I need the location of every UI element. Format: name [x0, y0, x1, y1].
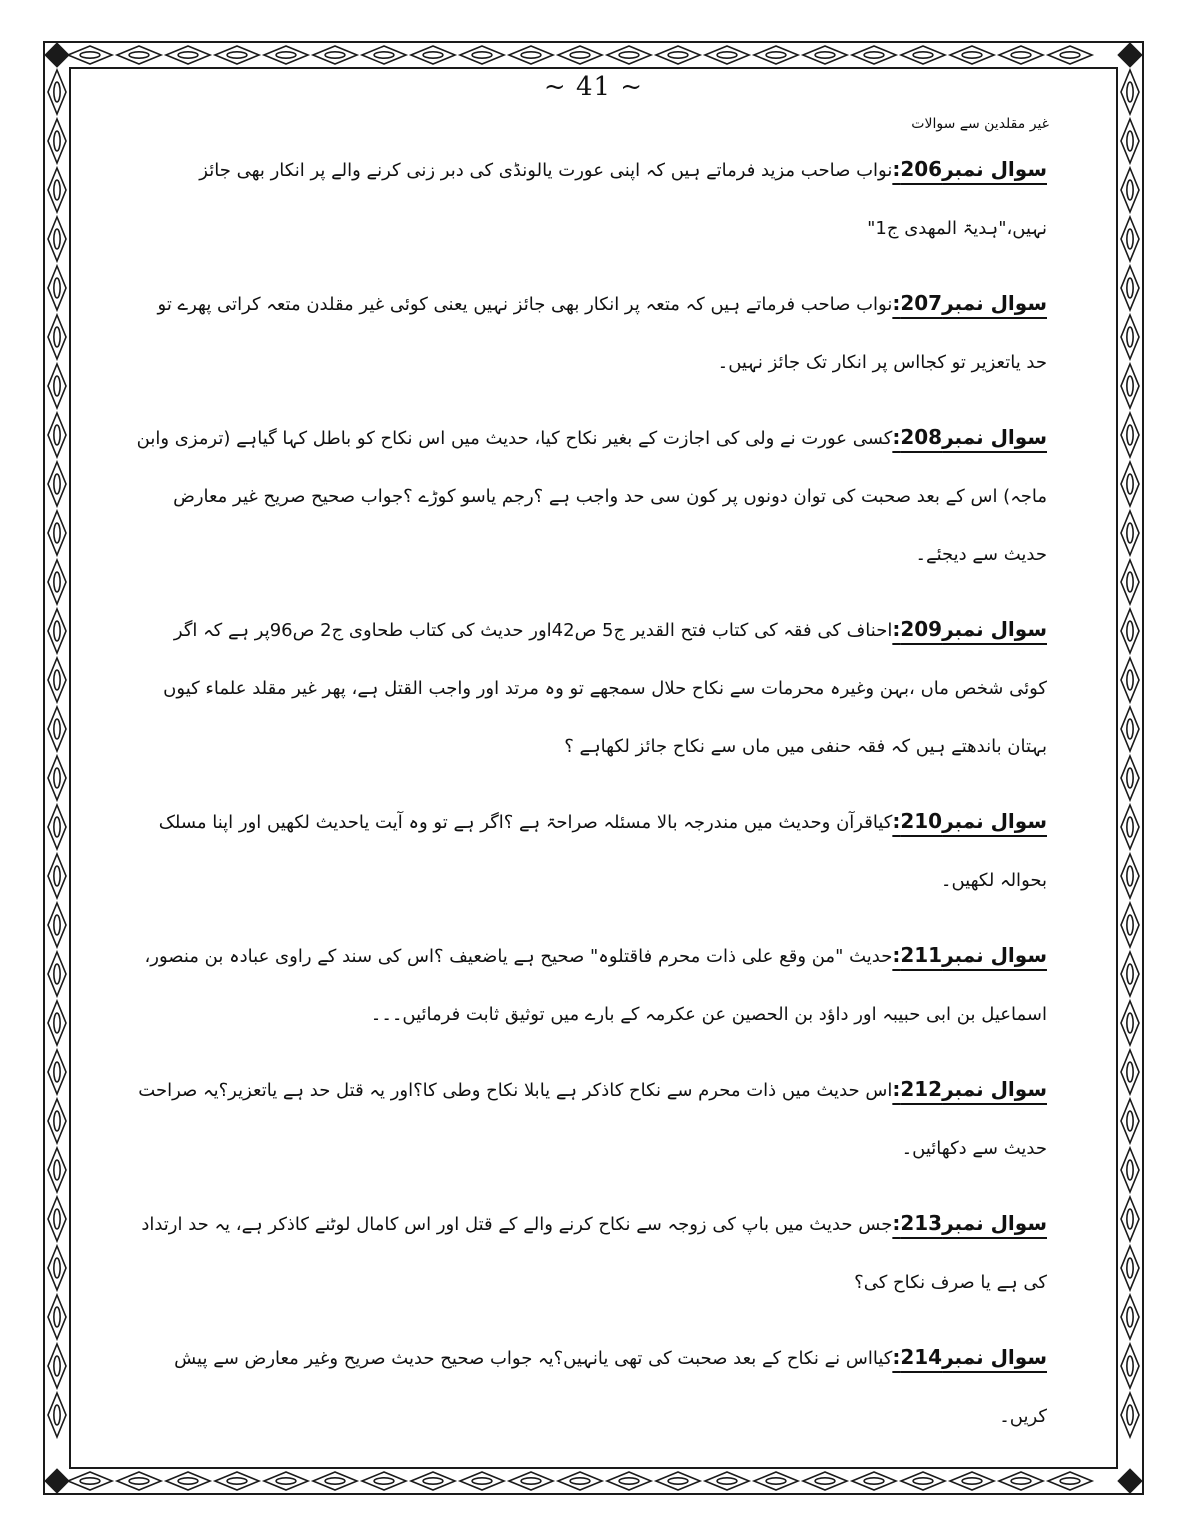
border-link-ornament: [1121, 315, 1139, 359]
corner-ornament-bottom-left: [44, 1468, 69, 1493]
border-link-ornament: [117, 1472, 161, 1490]
border-link-ornament: [48, 658, 66, 702]
border-eye-ornament: [54, 327, 60, 347]
border-eye-ornament: [129, 52, 149, 58]
border-eye-ornament: [1127, 670, 1133, 690]
border-eye-ornament: [1127, 1307, 1133, 1327]
border-link-ornament: [48, 1393, 66, 1437]
border-eye-ornament: [1127, 1209, 1133, 1229]
border-link-ornament: [313, 46, 357, 64]
border-eye-ornament: [54, 278, 60, 298]
corner-ornament-top-left: [44, 42, 69, 67]
question-text: کیااس نے نکاح کے بعد صحبت کی تھی یانہیں؟یہ جواب صحیح حدیث صریح وغیر معارض سے پیش کریں۔: [174, 1348, 1047, 1427]
border-eye-ornament: [1127, 1160, 1133, 1180]
border-link-ornament: [803, 1472, 847, 1490]
question-211: [135, 926, 1047, 1044]
border-eye-ornament: [178, 1478, 198, 1484]
border-link-ornament: [68, 1472, 112, 1490]
border-eye-ornament: [1127, 474, 1133, 494]
corner-ornament-bottom-right: [1117, 1468, 1142, 1493]
border-link-ornament: [313, 1472, 357, 1490]
border-eye-ornament: [54, 866, 60, 886]
border-link-ornament: [48, 707, 66, 751]
border-link-ornament: [754, 46, 798, 64]
border-link-ornament: [460, 1472, 504, 1490]
border-eye-ornament: [423, 52, 443, 58]
border-link-ornament: [1121, 903, 1139, 947]
question-text: جس حدیث میں باپ کی زوجہ سے نکاح کرنے والے کے قتل اور اس کامال لوٹنے کاذکر ہے، یہ حد ارتداد کی ہے یا صرف نکاح کی؟: [141, 1214, 1047, 1293]
border-eye-ornament: [1060, 52, 1080, 58]
border-link-ornament: [48, 1099, 66, 1143]
border-link-ornament: [558, 46, 602, 64]
border-eye-ornament: [570, 1478, 590, 1484]
question-label: سوال نمبر207:: [892, 291, 1047, 315]
border-link-ornament: [48, 511, 66, 555]
border-link-ornament: [1121, 1344, 1139, 1388]
border-eye-ornament: [178, 52, 198, 58]
border-link-ornament: [48, 952, 66, 996]
border-link-ornament: [999, 46, 1043, 64]
question-text: احناف کی فقہ کی کتاب فتح القدیر ج5 ص42اور حدیث کی کتاب طحاوی ج2 ص96پر ہے کہ اگر کوئی شخص ماں ،بہن وغیرہ محرمات سے نکاح حلال سمجھے تو وہ مرتد اور واجب القتل ہے، پھر غیر مقلد علماء کیوں بہتان باندھتے ہیں کہ فقہ حنفی میں ماں سے نکاح جائز لکھاہے ؟: [163, 620, 1047, 757]
border-eye-ornament: [276, 52, 296, 58]
question-text: اس حدیث میں ذات محرم سے نکاح کاذکر ہے یابلا نکاح وطی کا؟اور یہ قتل حد ہے یاتعزیر؟یہ صراحت حدیث سے دکھائیں۔: [138, 1080, 1047, 1159]
border-eye-ornament: [54, 621, 60, 641]
border-link-ornament: [48, 903, 66, 947]
border-link-ornament: [48, 413, 66, 457]
border-link-ornament: [48, 1197, 66, 1241]
question-207: [135, 274, 1047, 392]
border-link-ornament: [1121, 413, 1139, 457]
border-eye-ornament: [1127, 964, 1133, 984]
border-link-ornament: [705, 1472, 749, 1490]
border-eye-ornament: [1127, 376, 1133, 396]
border-eye-ornament: [54, 180, 60, 200]
question-214: [135, 1328, 1047, 1446]
question-text: حدیث "من وقع علی ذات محرم فاقتلوہ" صحیح ہے یاضعیف ؟اس کی سند کے راوی عبادہ بن منصور، اسماعیل بن ابی حبیبہ اور داؤد بن الحصین عن عکرمہ کے بارے میں توثیق ثابت فرمائیں۔۔۔: [144, 946, 1047, 1025]
border-eye-ornament: [815, 52, 835, 58]
question-text: کیاقرآن وحدیث میں مندرجہ بالا مسئلہ صراحۃ ہے ؟اگر ہے تو وہ آیت یاحدیث لکھیں اور اپنا مسلک بحوالہ لکھیں۔: [158, 812, 1047, 891]
border-eye-ornament: [374, 1478, 394, 1484]
border-eye-ornament: [913, 52, 933, 58]
border-link-ornament: [166, 46, 210, 64]
border-eye-ornament: [668, 52, 688, 58]
border-eye-ornament: [54, 1111, 60, 1131]
border-link-ornament: [1121, 1099, 1139, 1143]
border-link-ornament: [754, 1472, 798, 1490]
border-eye-ornament: [1127, 1111, 1133, 1131]
question-label: سوال نمبر206:: [892, 157, 1047, 181]
border-eye-ornament: [80, 52, 100, 58]
border-eye-ornament: [1127, 229, 1133, 249]
border-link-ornament: [852, 1472, 896, 1490]
border-eye-ornament: [1127, 719, 1133, 739]
border-eye-ornament: [54, 915, 60, 935]
question-213: [135, 1194, 1047, 1312]
border-eye-ornament: [227, 52, 247, 58]
border-eye-ornament: [1127, 1013, 1133, 1033]
border-eye-ornament: [570, 52, 590, 58]
border-link-ornament: [1121, 1246, 1139, 1290]
border-link-ornament: [48, 805, 66, 849]
border-link-ornament: [1121, 560, 1139, 604]
border-link-ornament: [1121, 1197, 1139, 1241]
question-label: سوال نمبر209:: [892, 617, 1047, 641]
border-eye-ornament: [1127, 425, 1133, 445]
border-eye-ornament: [1011, 1478, 1031, 1484]
border-eye-ornament: [1127, 572, 1133, 592]
border-link-ornament: [1121, 1148, 1139, 1192]
border-link-ornament: [215, 46, 259, 64]
border-eye-ornament: [1127, 523, 1133, 543]
border-link-ornament: [852, 46, 896, 64]
border-eye-ornament: [54, 425, 60, 445]
border-link-ornament: [48, 1050, 66, 1094]
border-link-ornament: [48, 854, 66, 898]
border-link-ornament: [901, 1472, 945, 1490]
border-eye-ornament: [54, 1209, 60, 1229]
border-eye-ornament: [864, 1478, 884, 1484]
border-eye-ornament: [766, 1478, 786, 1484]
border-eye-ornament: [1127, 768, 1133, 788]
border-link-ornament: [362, 46, 406, 64]
border-eye-ornament: [1127, 278, 1133, 298]
border-link-ornament: [411, 46, 455, 64]
border-link-ornament: [1121, 1050, 1139, 1094]
border-eye-ornament: [521, 1478, 541, 1484]
border-link-ornament: [705, 46, 749, 64]
border-link-ornament: [1121, 854, 1139, 898]
question-label: سوال نمبر213:: [892, 1211, 1047, 1235]
border-eye-ornament: [54, 523, 60, 543]
question-label: سوال نمبر210:: [892, 809, 1047, 833]
question-label: سوال نمبر211:: [892, 943, 1047, 967]
border-eye-ornament: [1127, 1405, 1133, 1425]
border-link-ornament: [1121, 658, 1139, 702]
border-eye-ornament: [325, 1478, 345, 1484]
border-link-ornament: [509, 1472, 553, 1490]
border-eye-ornament: [54, 1258, 60, 1278]
border-link-ornament: [1121, 364, 1139, 408]
border-eye-ornament: [717, 1478, 737, 1484]
border-link-ornament: [48, 609, 66, 653]
border-eye-ornament: [1127, 327, 1133, 347]
border-link-ornament: [607, 1472, 651, 1490]
border-eye-ornament: [1127, 866, 1133, 886]
border-eye-ornament: [1127, 817, 1133, 837]
border-link-ornament: [48, 364, 66, 408]
border-eye-ornament: [766, 52, 786, 58]
running-header: غیر مقلدین سے سوالات: [911, 116, 1049, 132]
border-eye-ornament: [54, 768, 60, 788]
page-number: ~ 41 ~: [543, 72, 644, 102]
border-eye-ornament: [80, 1478, 100, 1484]
border-link-ornament: [264, 46, 308, 64]
question-text: نواب صاحب فرماتے ہیں کہ متعہ پر انکار بھی جائز نہیں یعنی کوئی غیر مقلدن متعہ کراتی پھرے تو حد یاتعزیر تو کجااس پر انکار تک جائز نہیں۔: [157, 294, 1047, 373]
border-eye-ornament: [472, 1478, 492, 1484]
border-link-ornament: [1121, 1393, 1139, 1437]
question-list: [135, 140, 1047, 1462]
border-eye-ornament: [962, 52, 982, 58]
question-text: نواب صاحب مزید فرماتے ہیں کہ اپنی عورت یالونڈی کی دبر زنی کرنے والے پر انکار بھی جائز نہیں،"ہدیۃ المھدی ج1": [199, 160, 1047, 239]
border-link-ornament: [1121, 462, 1139, 506]
border-link-ornament: [166, 1472, 210, 1490]
border-link-ornament: [460, 46, 504, 64]
question-206: [135, 140, 1047, 258]
border-link-ornament: [48, 168, 66, 212]
border-link-ornament: [411, 1472, 455, 1490]
border-link-ornament: [48, 266, 66, 310]
border-link-ornament: [901, 46, 945, 64]
border-eye-ornament: [717, 52, 737, 58]
border-link-ornament: [950, 46, 994, 64]
border-eye-ornament: [472, 52, 492, 58]
border-eye-ornament: [129, 1478, 149, 1484]
question-209: [135, 600, 1047, 776]
border-eye-ornament: [54, 1160, 60, 1180]
border-link-ornament: [607, 46, 651, 64]
border-eye-ornament: [1127, 1356, 1133, 1376]
border-link-ornament: [48, 462, 66, 506]
border-link-ornament: [1121, 1001, 1139, 1045]
border-eye-ornament: [54, 964, 60, 984]
border-link-ornament: [48, 560, 66, 604]
question-label: سوال نمبر214:: [892, 1345, 1047, 1369]
question-208: [135, 408, 1047, 584]
border-link-ornament: [1048, 1472, 1092, 1490]
border-link-ornament: [215, 1472, 259, 1490]
border-link-ornament: [950, 1472, 994, 1490]
border-link-ornament: [1121, 511, 1139, 555]
border-link-ornament: [1121, 119, 1139, 163]
question-text: کسی عورت نے ولی کی اجازت کے بغیر نکاح کیا، حدیث میں اس نکاح کو باطل کہا گیاہے (ترمزی وابن ماجہ) اس کے بعد صحبت کی توان دونوں پر کون سی حد واجب ہے ؟رجم یاسو کوڑے ؟جواب صحیح صریح غیر معارض حدیث سے دیجئے۔: [136, 428, 1047, 565]
border-eye-ornament: [54, 1405, 60, 1425]
border-link-ornament: [48, 1295, 66, 1339]
border-eye-ornament: [962, 1478, 982, 1484]
border-link-ornament: [48, 1246, 66, 1290]
question-label: سوال نمبر212:: [892, 1077, 1047, 1101]
border-link-ornament: [1048, 46, 1092, 64]
border-eye-ornament: [54, 376, 60, 396]
border-eye-ornament: [54, 572, 60, 592]
border-eye-ornament: [54, 1062, 60, 1082]
border-eye-ornament: [521, 52, 541, 58]
question-210: [135, 792, 1047, 910]
border-link-ornament: [48, 1148, 66, 1192]
border-eye-ornament: [54, 474, 60, 494]
border-link-ornament: [803, 46, 847, 64]
border-link-ornament: [1121, 217, 1139, 261]
border-link-ornament: [1121, 805, 1139, 849]
border-link-ornament: [68, 46, 112, 64]
border-eye-ornament: [815, 1478, 835, 1484]
border-link-ornament: [264, 1472, 308, 1490]
border-link-ornament: [48, 315, 66, 359]
border-link-ornament: [48, 756, 66, 800]
border-eye-ornament: [1127, 621, 1133, 641]
border-eye-ornament: [54, 1356, 60, 1376]
question-212: [135, 1060, 1047, 1178]
border-link-ornament: [1121, 168, 1139, 212]
border-eye-ornament: [1127, 180, 1133, 200]
border-eye-ornament: [1011, 52, 1031, 58]
border-link-ornament: [1121, 952, 1139, 996]
border-eye-ornament: [374, 52, 394, 58]
border-link-ornament: [117, 46, 161, 64]
border-link-ornament: [362, 1472, 406, 1490]
border-eye-ornament: [276, 1478, 296, 1484]
border-link-ornament: [1121, 756, 1139, 800]
corner-ornament-top-right: [1117, 42, 1142, 67]
border-eye-ornament: [423, 1478, 443, 1484]
border-eye-ornament: [54, 1307, 60, 1327]
border-link-ornament: [48, 217, 66, 261]
border-eye-ornament: [54, 1013, 60, 1033]
border-eye-ornament: [864, 52, 884, 58]
border-eye-ornament: [227, 1478, 247, 1484]
border-eye-ornament: [668, 1478, 688, 1484]
border-eye-ornament: [54, 817, 60, 837]
border-eye-ornament: [1127, 915, 1133, 935]
border-eye-ornament: [54, 670, 60, 690]
border-eye-ornament: [1127, 1258, 1133, 1278]
border-link-ornament: [509, 46, 553, 64]
border-link-ornament: [656, 1472, 700, 1490]
border-eye-ornament: [325, 52, 345, 58]
border-eye-ornament: [54, 131, 60, 151]
border-eye-ornament: [54, 719, 60, 739]
border-link-ornament: [48, 1344, 66, 1388]
border-link-ornament: [999, 1472, 1043, 1490]
border-link-ornament: [48, 119, 66, 163]
question-label: سوال نمبر208:: [892, 425, 1047, 449]
border-eye-ornament: [619, 52, 639, 58]
border-link-ornament: [1121, 266, 1139, 310]
border-eye-ornament: [913, 1478, 933, 1484]
border-link-ornament: [1121, 1295, 1139, 1339]
border-eye-ornament: [1060, 1478, 1080, 1484]
border-eye-ornament: [1127, 131, 1133, 151]
border-eye-ornament: [619, 1478, 639, 1484]
border-link-ornament: [656, 46, 700, 64]
border-link-ornament: [1121, 609, 1139, 653]
border-eye-ornament: [54, 229, 60, 249]
border-link-ornament: [48, 1001, 66, 1045]
border-eye-ornament: [1127, 1062, 1133, 1082]
border-link-ornament: [558, 1472, 602, 1490]
border-link-ornament: [1121, 707, 1139, 751]
